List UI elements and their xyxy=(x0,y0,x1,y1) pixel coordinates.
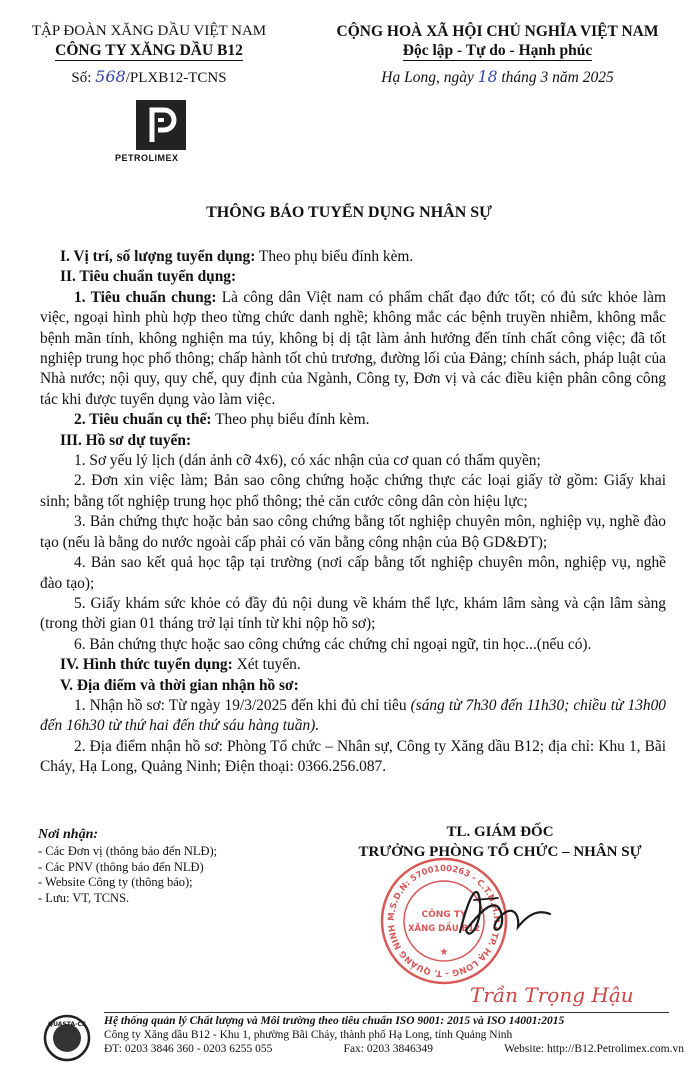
section-2-2-label: 2. Tiêu chuẩn cụ thể: xyxy=(74,411,212,429)
section-2-2-text: Theo phụ biểu đính kèm. xyxy=(211,411,370,429)
section-5-1-hours: (sáng từ 7h30 đến 11h30; chiều từ 13h00 đến 16h30 từ thứ hai đến thứ sáu hàng tuần). xyxy=(40,696,666,735)
stamp-center-line-1: CÔNG TY xyxy=(421,910,467,920)
iso-cert-logo xyxy=(43,1014,91,1062)
footer-phone: ĐT: 0203 3846 360 - 0203 6255 055 xyxy=(104,1043,273,1055)
recipients-label: Nơi nhận: xyxy=(38,827,99,842)
doc-number xyxy=(14,67,284,88)
date-prefix: Hạ Long, ngày xyxy=(381,69,478,86)
stamp-center-line-2: XĂNG DẦU B12 xyxy=(408,924,480,934)
footer-website: Website: http://B12.Petrolimex.com.vn xyxy=(504,1043,684,1055)
quasta-logo-icon xyxy=(43,1014,91,1062)
recipient-item: - Lưu: VT, TCNS. xyxy=(38,890,130,905)
recipient-item: - Các Đơn vị (thông báo đến NLĐ); xyxy=(38,844,218,858)
handwritten-signature xyxy=(440,872,560,952)
date-day-handwritten: 18 xyxy=(477,68,498,86)
section-5-2: 2. Địa điểm nhận hồ sơ: Phòng Tổ chức – Nhân sự, Công ty Xăng dầu B12; địa chỉ: Khu 1, Bãi Cháy, Hạ Long, Quảng Ninh; Điện thoại: 0366.256.087. xyxy=(40,737,666,776)
footer-text xyxy=(104,1014,684,1056)
signer-name: Trần Trọng Hậu xyxy=(470,983,634,1007)
section-2-1-label: 1. Tiêu chuẩn chung: xyxy=(74,288,217,306)
section-1 xyxy=(40,247,666,267)
recipients-block xyxy=(38,826,308,906)
org-block xyxy=(14,22,284,88)
section-5-label: V. Địa điểm và thời gian nhận hồ sơ: xyxy=(60,676,299,694)
date-suffix: tháng 3 năm 2025 xyxy=(497,69,614,86)
logo-text: PETROLIMEX xyxy=(115,153,179,163)
nation-title: CỘNG HOÀ XÃ HỘI CHỦ NGHĨA VIỆT NAM xyxy=(336,23,659,40)
section-4-text: Xét tuyển. xyxy=(232,656,301,674)
section-1-text: Theo phụ biểu đính kèm. xyxy=(255,248,414,265)
section-3-item: 4. Bản sao kết quả học tập tại trường (nơi cấp bằng tốt nghiệp chuyên môn, nghiệp vụ, nghề đào tạo); xyxy=(40,554,666,592)
section-3-label: III. Hồ sơ dự tuyển: xyxy=(60,431,192,449)
cert-logo-text: QUASTA-CE xyxy=(47,1021,87,1028)
section-2-1-text: Là công dân Việt nam có phẩm chất đạo đức tốt; có đủ sức khỏe làm việc, ngoại hình phù hợp theo từng chức danh nghề; không mắc các bệnh truyền nhiễm, không mắc bệnh mãn tính, không nghiện ma túy, không bị dị tật làm ảnh hưởng đến tính chất công việc; đã tốt nghiệp trung học phổ thông; chấp hành tốt chủ trương, đường lối của Đảng; chính sách, pháp luật của Nhà nước; nội quy, quy chế, quy định của Ngành, Công ty, Đơn vị và các điều kiện phân công công tác khi được tuyển dụng vào làm việc. xyxy=(40,288,666,408)
section-3-item: 6. Bản chứng thực hoặc sao công chứng các chứng chỉ ngoại ngữ, tin học...(nếu có). xyxy=(74,635,592,653)
recipient-item: - Các PNV (thông báo đến NLĐ) xyxy=(38,859,204,874)
document-title: THÔNG BÁO TUYỂN DỤNG NHÂN SỰ xyxy=(206,204,492,221)
signature-line-2: TRƯỞNG PHÒNG TỔ CHỨC – NHÂN SỰ xyxy=(358,844,642,860)
section-2-1 xyxy=(40,288,666,410)
section-2-2 xyxy=(40,410,666,430)
section-4-label: IV. Hình thức tuyển dụng: xyxy=(60,656,233,674)
motto: Độc lập - Tự do - Hạnh phúc xyxy=(402,42,593,59)
org-parent: TẬP ĐOÀN XĂNG DẦU VIỆT NAM xyxy=(31,23,267,39)
doc-number-handwritten: 568 xyxy=(95,67,126,86)
issue-date xyxy=(305,67,690,88)
section-2-label: II. Tiêu chuẩn tuyển dụng: xyxy=(60,268,237,286)
petrolimex-logo-icon xyxy=(136,100,186,150)
section-4 xyxy=(40,655,666,675)
section-3-item: 1. Sơ yếu lý lịch (dán ảnh cỡ 4x6), có xác nhận của cơ quan có thẩm quyền; xyxy=(74,452,541,470)
signature-line-1: TL. GIÁM ĐỐC xyxy=(446,824,554,840)
petrolimex-logo xyxy=(115,100,200,163)
section-3-item: 3. Bản chứng thực hoặc bản sao công chứng bằng tốt nghiệp chuyên môn, nghiệp vụ, nghề đào tạo (nếu là bằng do nước ngoài cấp phải có văn bằng công nhận của Bộ GD&ĐT); xyxy=(40,513,666,551)
section-3-item: 5. Giấy khám sức khỏe có đầy đủ nội dung về khám thể lực, khám lâm sàng và cận lâm sàng (trong thời gian 01 tháng trở lại tính từ khi nộp hồ sơ); xyxy=(40,594,666,633)
recipient-item: - Website Công ty (thông báo); xyxy=(38,875,193,889)
doc-number-suffix: /PLXB12-TCNS xyxy=(125,70,227,86)
footer-rule xyxy=(104,1012,669,1013)
stamp-ring-text: M.S.D.N: 5700100263 - C.T.N.H.H · TP. HẠ LONG - T. QUẢNG NINH xyxy=(386,863,502,979)
footer-fax: Fax: 0203 3846349 xyxy=(343,1043,433,1055)
section-5-1-text: 1. Nhận hồ sơ: Từ ngày 19/3/2025 đến khi đủ chỉ tiêu xyxy=(74,696,411,714)
footer-address-line: Công ty Xăng dầu B12 - Khu 1, phường Bãi Cháy, thành phố Hạ Long, tỉnh Quảng Ninh xyxy=(104,1029,513,1041)
footer-contact-line xyxy=(104,1042,684,1056)
org-name: CÔNG TY XĂNG DẦU B12 xyxy=(55,42,243,59)
document-body xyxy=(40,247,666,778)
nation-block xyxy=(305,22,690,88)
stamp-star-icon: ★ xyxy=(439,947,449,958)
section-1-label: I. Vị trí, số lượng tuyển dụng: xyxy=(60,248,256,265)
doc-number-prefix: Số: xyxy=(71,70,96,86)
section-3-item: 2. Đơn xin việc làm; Bản sao công chứng hoặc chứng thực các loại giấy tờ gồm: Giấy khai sinh; bằng tốt nghiệp trung học phổ thông; thẻ căn cước công dân còn hiệu lực; xyxy=(40,472,666,510)
section-5-1 xyxy=(40,696,666,737)
footer-iso-line: Hệ thống quản lý Chất lượng và Môi trường theo tiêu chuẩn ISO 9001: 2015 và ISO 14001:2015 xyxy=(104,1015,565,1027)
